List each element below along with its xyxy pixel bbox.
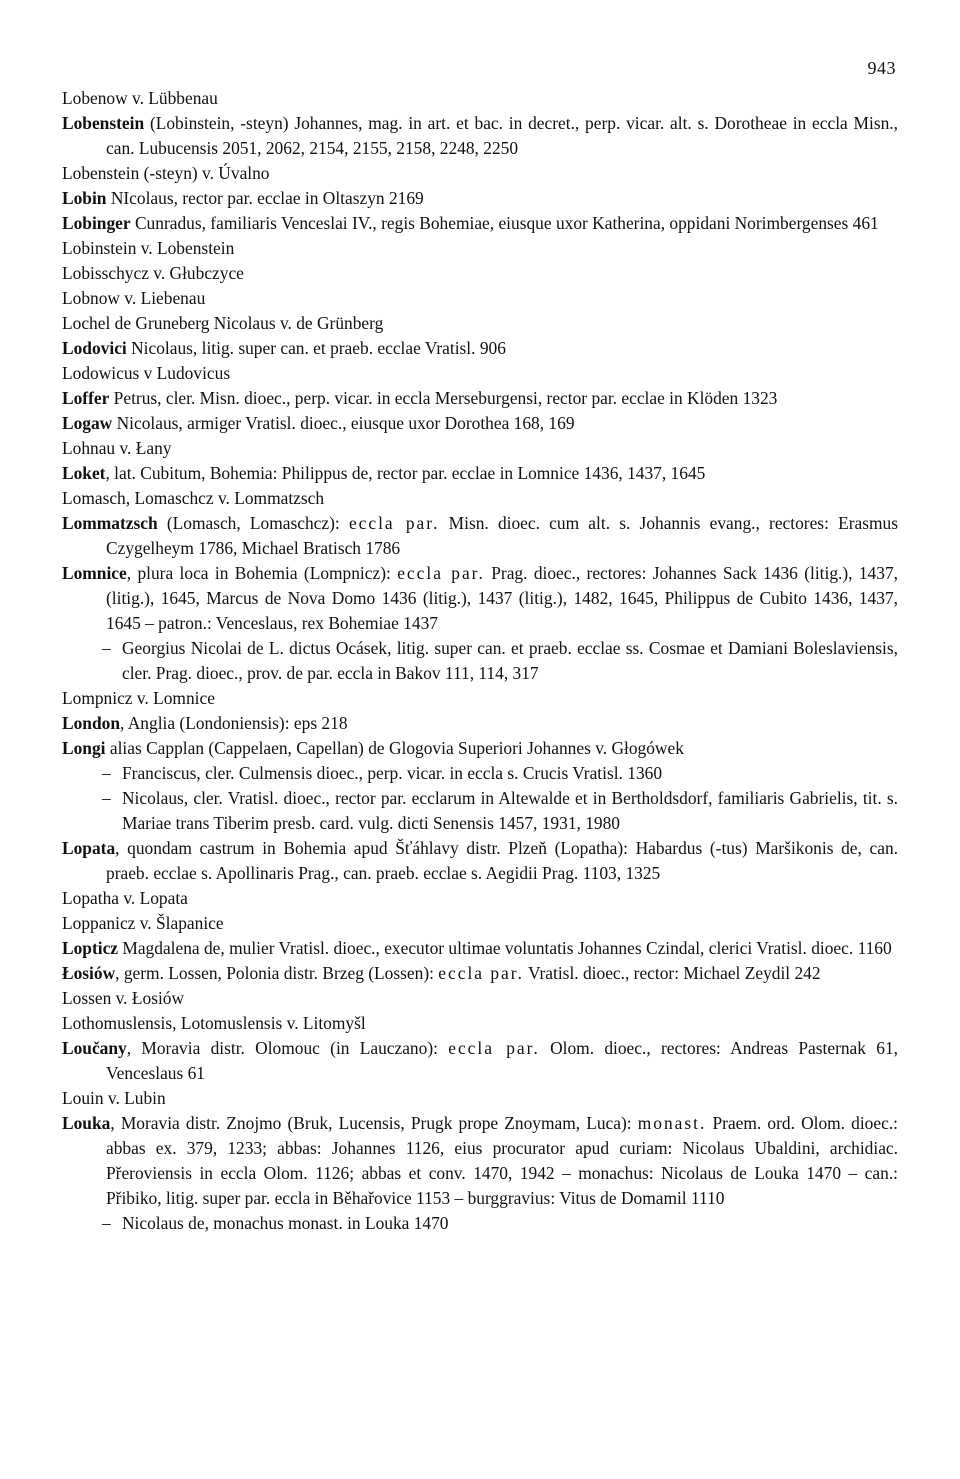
entry-headword: Logaw	[62, 413, 113, 433]
entry-spaced-term: monast.	[637, 1113, 707, 1133]
entry-headword: Longi	[62, 738, 106, 758]
entry-text: Lomasch, Lomaschcz v. Lommatzsch	[62, 488, 325, 508]
entry-text: (Lobinstein, -steyn) Johannes, mag. in art. et bac. in decret., perp. vicar. alt. s. Dorotheae in eccla Misn., can. Lubucensis 2051, 2062, 2154, 2155, 2158, 2248, 2250	[106, 113, 898, 158]
index-entry	[62, 1011, 898, 1036]
entry-text: Lobinstein v. Lobenstein	[62, 238, 235, 258]
index-entry	[62, 1111, 898, 1211]
entry-text: Cunradus, familiaris Venceslai IV., regis Bohemiae, eiusque uxor Katherina, oppidani Norimbergenses 461	[130, 213, 879, 233]
entry-text: Olom. dioec., rectores: Andreas Pasternak 61, Venceslaus 61	[106, 1038, 898, 1083]
entry-text: NIcolaus, rector par. ecclae in Oltaszyn 2169	[106, 188, 424, 208]
index-entry	[62, 511, 898, 561]
index-entry	[62, 736, 898, 761]
index-entries	[62, 86, 898, 1236]
entry-text: Lobenow v. Lübbenau	[62, 88, 218, 108]
entry-text: , lat. Cubitum, Bohemia: Philippus de, rector par. ecclae in Lomnice 1436, 1437, 1645	[105, 463, 706, 483]
page-number: 943	[867, 58, 896, 78]
entry-text: , germ. Lossen, Polonia distr. Brzeg (Lossen):	[115, 963, 439, 983]
entry-spaced-term: eccla par.	[348, 513, 440, 533]
entry-text: Lobenstein (-steyn) v. Úvalno	[62, 163, 270, 183]
subentry-text: Georgius Nicolai de L. dictus Ocásek, litig. super can. et praeb. ecclae ss. Cosmae et Damiani Boleslaviensis, cler. Prag. dioec., prov. de par. eccla in Bakov 111, 114, 317	[122, 638, 898, 683]
subentry-text: Nicolaus, cler. Vratisl. dioec., rector par. ecclarum in Altewalde et in Bertholdsdorf, familiaris Gabrielis, tit. s. Mariae trans Tiberim presb. card. vulg. dicti Senensis 1457, 1931, 1980	[122, 788, 898, 833]
index-entry	[62, 286, 898, 311]
index-entry	[62, 436, 898, 461]
entry-text: Lobnow v. Liebenau	[62, 288, 206, 308]
entry-text: Lopatha v. Lopata	[62, 888, 188, 908]
entry-text: (Lomasch, Lomaschcz):	[157, 513, 349, 533]
entry-headword: Lopticz	[62, 938, 119, 958]
entry-text: Lochel de Gruneberg Nicolaus v. de Grünberg	[62, 313, 384, 333]
entry-headword: Lomnice	[62, 563, 127, 583]
entry-headword: London	[62, 713, 121, 733]
entry-text: Lohnau v. Łany	[62, 438, 172, 458]
entry-text: alias Capplan (Cappelaen, Capellan) de Glogovia Superiori Johannes v. Głogówek	[105, 738, 684, 758]
entry-text: , plura loca in Bohemia (Lompnicz):	[126, 563, 398, 583]
entry-headword: Loučany	[62, 1038, 127, 1058]
entry-headword: Łosiów	[62, 963, 116, 983]
index-entry	[62, 386, 898, 411]
entry-text: Nicolaus, armiger Vratisl. dioec., eiusque uxor Dorothea 168, 169	[112, 413, 575, 433]
index-subentry	[62, 1211, 898, 1236]
index-entry	[62, 336, 898, 361]
entry-text: , Moravia distr. Olomouc (in Lauczano):	[126, 1038, 449, 1058]
index-entry	[62, 561, 898, 636]
entry-spaced-term: eccla par.	[397, 563, 485, 583]
entry-text: Lodowicus v Ludovicus	[62, 363, 231, 383]
entry-headword: Lodovici	[62, 338, 127, 358]
entry-text: Praem. ord. Olom. dioec.: abbas ex. 379, 1233; abbas: Johannes 1126, eius procurator apud curiam: Nicolaus Ubaldini, archidiac. Přeroviensis in eccla Olom. 1126; abbas et conv. 1470, 1942 – monachus: Nicolaus de Louka 1470 – can.: Přibiko, litig. super par. eccla in Běhařovice 1153 – burggravius: Vitus de Domamil 1110	[106, 1113, 898, 1208]
index-entry	[62, 961, 898, 986]
index-entry	[62, 236, 898, 261]
index-entry	[62, 186, 898, 211]
index-entry	[62, 1036, 898, 1086]
entry-spaced-term: eccla par.	[448, 1038, 540, 1058]
entry-text: Prag. dioec., rectores: Johannes Sack 1436 (litig.), 1437,(litig.), 1645, Marcus de Nova Domo 1436 (litig.), 1437 (litig.), 1482, 1645, Philippus de Cubito 1436, 1437, 1645 – patron.: Venceslaus, rex Bohemiae 1437	[106, 563, 898, 633]
entry-text: Vratisl. dioec., rector: Michael Zeydil 242	[523, 963, 821, 983]
index-entry	[62, 411, 898, 436]
subentry-dash: –	[102, 638, 111, 658]
index-entry	[62, 211, 898, 236]
entry-headword: Loffer	[62, 388, 110, 408]
index-entry	[62, 311, 898, 336]
subentry-dash: –	[102, 763, 111, 783]
index-entry	[62, 86, 898, 111]
index-entry	[62, 161, 898, 186]
entry-text: Magdalena de, mulier Vratisl. dioec., executor ultimae voluntatis Johannes Czindal, clerici Vratisl. dioec. 1160	[118, 938, 892, 958]
index-entry	[62, 461, 898, 486]
index-entry	[62, 886, 898, 911]
index-entry	[62, 1086, 898, 1111]
index-entry	[62, 261, 898, 286]
subentry-dash: –	[102, 788, 111, 808]
index-entry	[62, 686, 898, 711]
entry-text: Lothomuslensis, Lotomuslensis v. Litomyšl	[62, 1013, 366, 1033]
subentry-text: Franciscus, cler. Culmensis dioec., perp. vicar. in eccla s. Crucis Vratisl. 1360	[122, 763, 663, 783]
index-entry	[62, 711, 898, 736]
index-entry	[62, 836, 898, 886]
entry-text: Louin v. Lubin	[62, 1088, 166, 1108]
index-subentry	[62, 636, 898, 686]
index-entry	[62, 911, 898, 936]
entry-text: Misn. dioec. cum alt. s. Johannis evang., rectores: Erasmus Czygelheym 1786, Michael Bratisch 1786	[106, 513, 899, 558]
entry-headword: Lobinger	[62, 213, 131, 233]
entry-text: Loppanicz v. Šlapanice	[62, 913, 224, 933]
entry-text: , quondam castrum in Bohemia apud Šťáhlavy distr. Plzeň (Lopatha): Habardus (-tus) Maršikonis de, can. praeb. ecclae s. Apollinaris Prag., can. praeb. ecclae s. Aegidii Prag. 1103, 1325	[106, 838, 898, 883]
entry-text: , Moravia distr. Znojmo (Bruk, Lucensis, Prugk prope Znoymam, Luca):	[110, 1113, 638, 1133]
entry-text: Lossen v. Łosiów	[62, 988, 185, 1008]
entry-text: Nicolaus, litig. super can. et praeb. ecclae Vratisl. 906	[126, 338, 506, 358]
index-entry	[62, 111, 898, 161]
subentry-dash: –	[102, 1213, 111, 1233]
index-subentry	[62, 761, 898, 786]
index-entry	[62, 361, 898, 386]
entry-headword: Louka	[62, 1113, 111, 1133]
index-entry	[62, 936, 898, 961]
entry-text: Lompnicz v. Lomnice	[62, 688, 215, 708]
entry-headword: Lobin	[62, 188, 107, 208]
index-entry	[62, 986, 898, 1011]
index-subentry	[62, 786, 898, 836]
entry-text: Lobisschycz v. Głubczyce	[62, 263, 244, 283]
entry-text: Petrus, cler. Misn. dioec., perp. vicar. in eccla Merseburgensi, rector par. ecclae in Klöden 1323	[109, 388, 778, 408]
entry-headword: Lommatzsch	[62, 513, 158, 533]
entry-headword: Loket	[62, 463, 106, 483]
entry-headword: Lobenstein	[62, 113, 145, 133]
entry-headword: Lopata	[62, 838, 116, 858]
entry-text: , Anglia (Londoniensis): eps 218	[120, 713, 348, 733]
index-entry	[62, 486, 898, 511]
subentry-text: Nicolaus de, monachus monast. in Louka 1470	[122, 1213, 449, 1233]
entry-spaced-term: eccla par.	[438, 963, 524, 983]
